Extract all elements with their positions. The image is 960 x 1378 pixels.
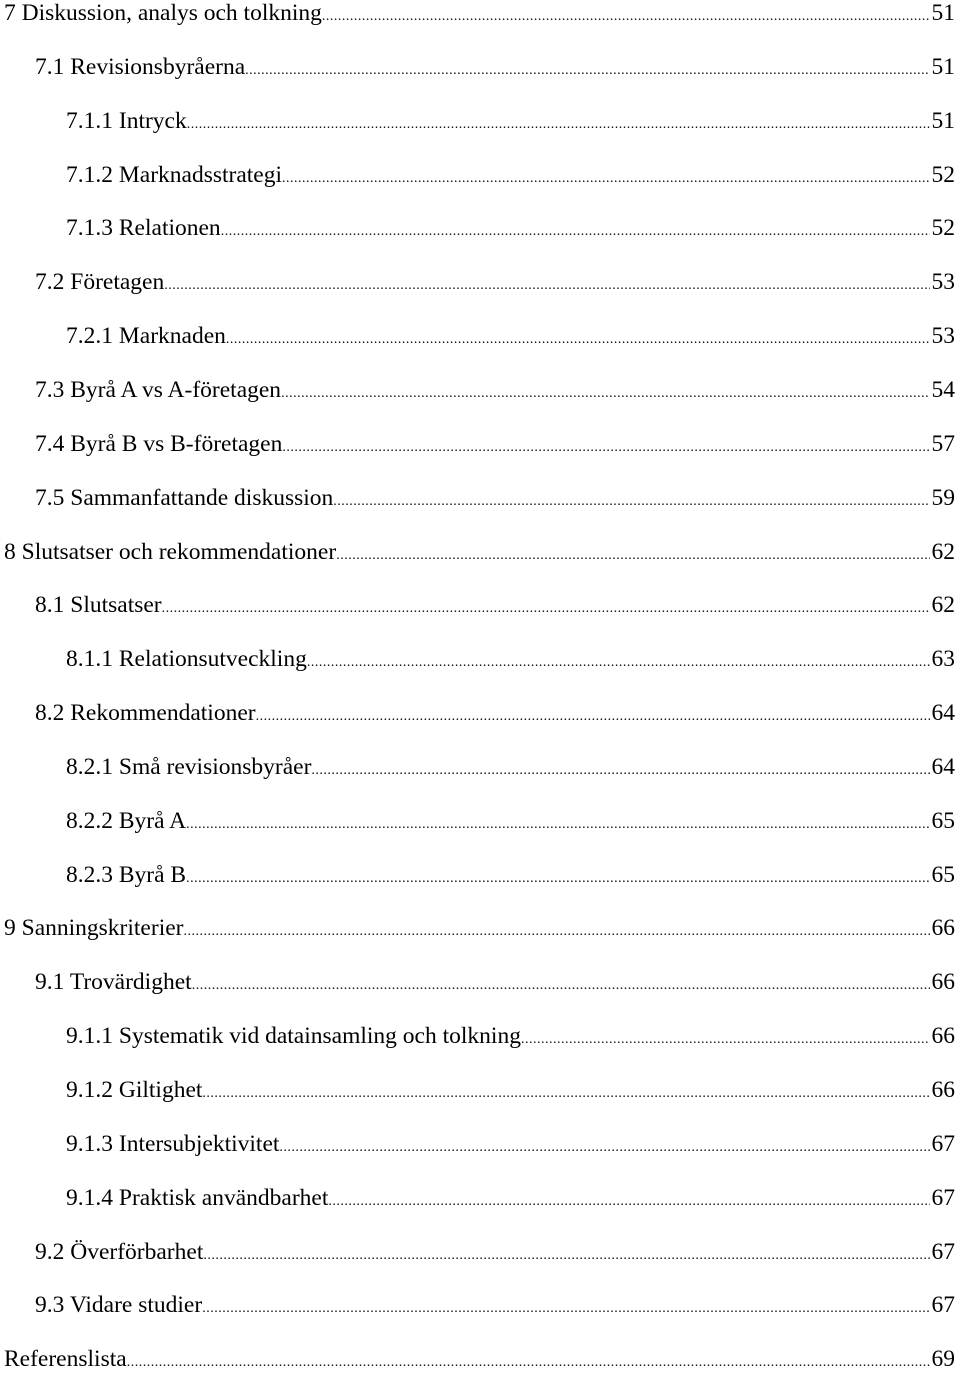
- toc-entry[interactable]: [66, 213, 955, 243]
- toc-entry[interactable]: [66, 1129, 955, 1159]
- toc-entry[interactable]: [35, 698, 955, 728]
- toc-dot-leader: [186, 864, 929, 894]
- toc-entry[interactable]: [66, 752, 955, 782]
- toc-entry-title: 8.1.1 Relationsutveckling: [66, 646, 307, 673]
- toc-entry[interactable]: [66, 1021, 955, 1051]
- toc-dot-leader: [336, 541, 929, 571]
- toc-dot-leader: [307, 648, 930, 678]
- toc-dot-leader: [279, 1133, 929, 1163]
- toc-entry-page-number: 63: [931, 646, 955, 673]
- toc-entry-title: 9.1.1 Systematik vid datainsamling och tolkning: [66, 1023, 521, 1050]
- toc-entry-title: 9.1.4 Praktisk användbarhet: [66, 1184, 329, 1211]
- toc-entry-page-number: 64: [931, 700, 955, 727]
- toc-entry-page-number: 53: [931, 323, 955, 350]
- toc-entry-page-number: 69: [931, 1346, 955, 1373]
- toc-dot-leader: [127, 1348, 930, 1378]
- toc-entry-page-number: 65: [931, 861, 955, 888]
- toc-dot-leader: [192, 971, 930, 1001]
- toc-entry[interactable]: [35, 590, 955, 620]
- toc-entry-title: 8.2.1 Små revisionsbyråer: [66, 753, 312, 780]
- toc-entry-title: 9.1.2 Giltighet: [66, 1077, 203, 1103]
- toc-entry[interactable]: [35, 375, 955, 405]
- toc-dot-leader: [521, 1025, 930, 1055]
- toc-entry-page-number: 67: [931, 1184, 955, 1211]
- toc-entry-page-number: 53: [931, 269, 955, 296]
- toc-entry[interactable]: [66, 806, 955, 836]
- toc-entry-title: 7.1 Revisionsbyråerna: [35, 53, 246, 80]
- toc-dot-leader: [187, 110, 930, 140]
- toc-entry-page-number: 62: [931, 592, 955, 619]
- toc-entry[interactable]: [4, 1344, 955, 1374]
- toc-entry-page-number: 51: [931, 107, 955, 134]
- toc-entry[interactable]: [66, 321, 955, 351]
- toc-entry-title: 7.2.1 Marknaden: [66, 323, 226, 350]
- toc-dot-leader: [333, 487, 929, 517]
- toc-entry-page-number: 66: [931, 1077, 955, 1103]
- toc-entry[interactable]: [35, 52, 955, 82]
- toc-entry-page-number: 66: [931, 1023, 955, 1050]
- toc-dot-leader: [281, 379, 929, 409]
- toc-entry-page-number: 65: [931, 807, 955, 834]
- toc-dot-leader: [162, 594, 930, 624]
- toc-dot-leader: [186, 810, 929, 840]
- toc-entry-page-number: 66: [931, 915, 955, 942]
- toc-dot-leader: [203, 1241, 929, 1271]
- toc-dot-leader: [322, 2, 930, 32]
- toc-entry[interactable]: [66, 644, 955, 674]
- toc-entry-title: 7 Diskussion, analys och tolkning: [4, 0, 322, 26]
- toc-entry[interactable]: [4, 0, 955, 28]
- toc-dot-leader: [282, 433, 929, 463]
- toc-entry-title: 7.3 Byrå A vs A-företagen: [35, 376, 282, 403]
- toc-entry-title: Referenslista: [4, 1346, 127, 1373]
- toc-entry-page-number: 54: [931, 376, 955, 403]
- toc-entry-title: 9.2 Överförbarhet: [35, 1238, 204, 1265]
- toc-entry[interactable]: [66, 1075, 955, 1105]
- toc-dot-leader: [221, 217, 930, 247]
- toc-entry-page-number: 67: [931, 1238, 955, 1265]
- toc-entry[interactable]: [66, 160, 955, 190]
- toc-entry-page-number: 64: [931, 753, 955, 780]
- toc-entry-title: 9.1 Trovärdighet: [35, 969, 192, 996]
- toc-dot-leader: [311, 756, 929, 786]
- toc-entry-title: 9 Sanningskriterier: [4, 915, 184, 942]
- toc-entry-page-number: 51: [931, 0, 955, 26]
- toc-dot-leader: [164, 271, 929, 301]
- toc-dot-leader: [245, 56, 929, 86]
- toc-entry-page-number: 52: [931, 215, 955, 242]
- toc-dot-leader: [202, 1079, 929, 1109]
- toc-entry-page-number: 52: [931, 161, 955, 188]
- toc-entry-page-number: 57: [931, 430, 955, 457]
- toc-entry[interactable]: [66, 860, 955, 890]
- toc-dot-leader: [256, 702, 930, 732]
- toc-entry[interactable]: [35, 429, 955, 459]
- toc-entry[interactable]: [35, 483, 955, 513]
- toc-dot-leader: [183, 917, 929, 947]
- toc-entry-page-number: 66: [931, 969, 955, 996]
- toc-entry-title: 7.5 Sammanfattande diskussion: [35, 484, 334, 511]
- toc-entry[interactable]: [35, 1237, 955, 1267]
- toc-entry-title: 7.1.3 Relationen: [66, 215, 221, 242]
- toc-dot-leader: [282, 164, 929, 194]
- toc-entry[interactable]: [4, 913, 955, 943]
- toc-entry-title: 7.1.2 Marknadsstrategi: [66, 161, 283, 188]
- toc-entry-page-number: 67: [931, 1130, 955, 1157]
- toc-entry-title: 9.3 Vidare studier: [35, 1292, 203, 1319]
- toc-entry-page-number: 51: [931, 53, 955, 80]
- toc-dot-leader: [226, 325, 930, 355]
- toc-entry-title: 8.2.3 Byrå B: [66, 861, 187, 888]
- toc-entry-title: 8.2 Rekommendationer: [35, 700, 256, 727]
- toc-entry-title: 7.2 Företagen: [35, 269, 165, 296]
- toc-entry[interactable]: [35, 967, 955, 997]
- toc-entry-title: 8.1 Slutsatser: [35, 592, 162, 619]
- toc-entry-page-number: 67: [931, 1292, 955, 1319]
- toc-entry[interactable]: [35, 267, 955, 297]
- toc-entry-title: 9.1.3 Intersubjektivitet: [66, 1130, 280, 1157]
- toc-entry-title: 7.1.1 Intryck: [66, 107, 187, 134]
- toc-entry[interactable]: [66, 1183, 955, 1213]
- toc-entry-title: 8 Slutsatser och rekommendationer: [4, 538, 337, 565]
- toc-entry-title: 8.2.2 Byrå A: [66, 807, 187, 834]
- toc-entry-page-number: 59: [931, 484, 955, 511]
- toc-dot-leader: [328, 1187, 929, 1217]
- toc-dot-leader: [202, 1294, 929, 1324]
- toc-entry[interactable]: [4, 537, 955, 567]
- toc-entry-title: 7.4 Byrå B vs B-företagen: [35, 430, 283, 457]
- toc-entry[interactable]: [66, 106, 955, 136]
- toc-entry[interactable]: [35, 1290, 955, 1320]
- toc-entry-page-number: 62: [931, 538, 955, 565]
